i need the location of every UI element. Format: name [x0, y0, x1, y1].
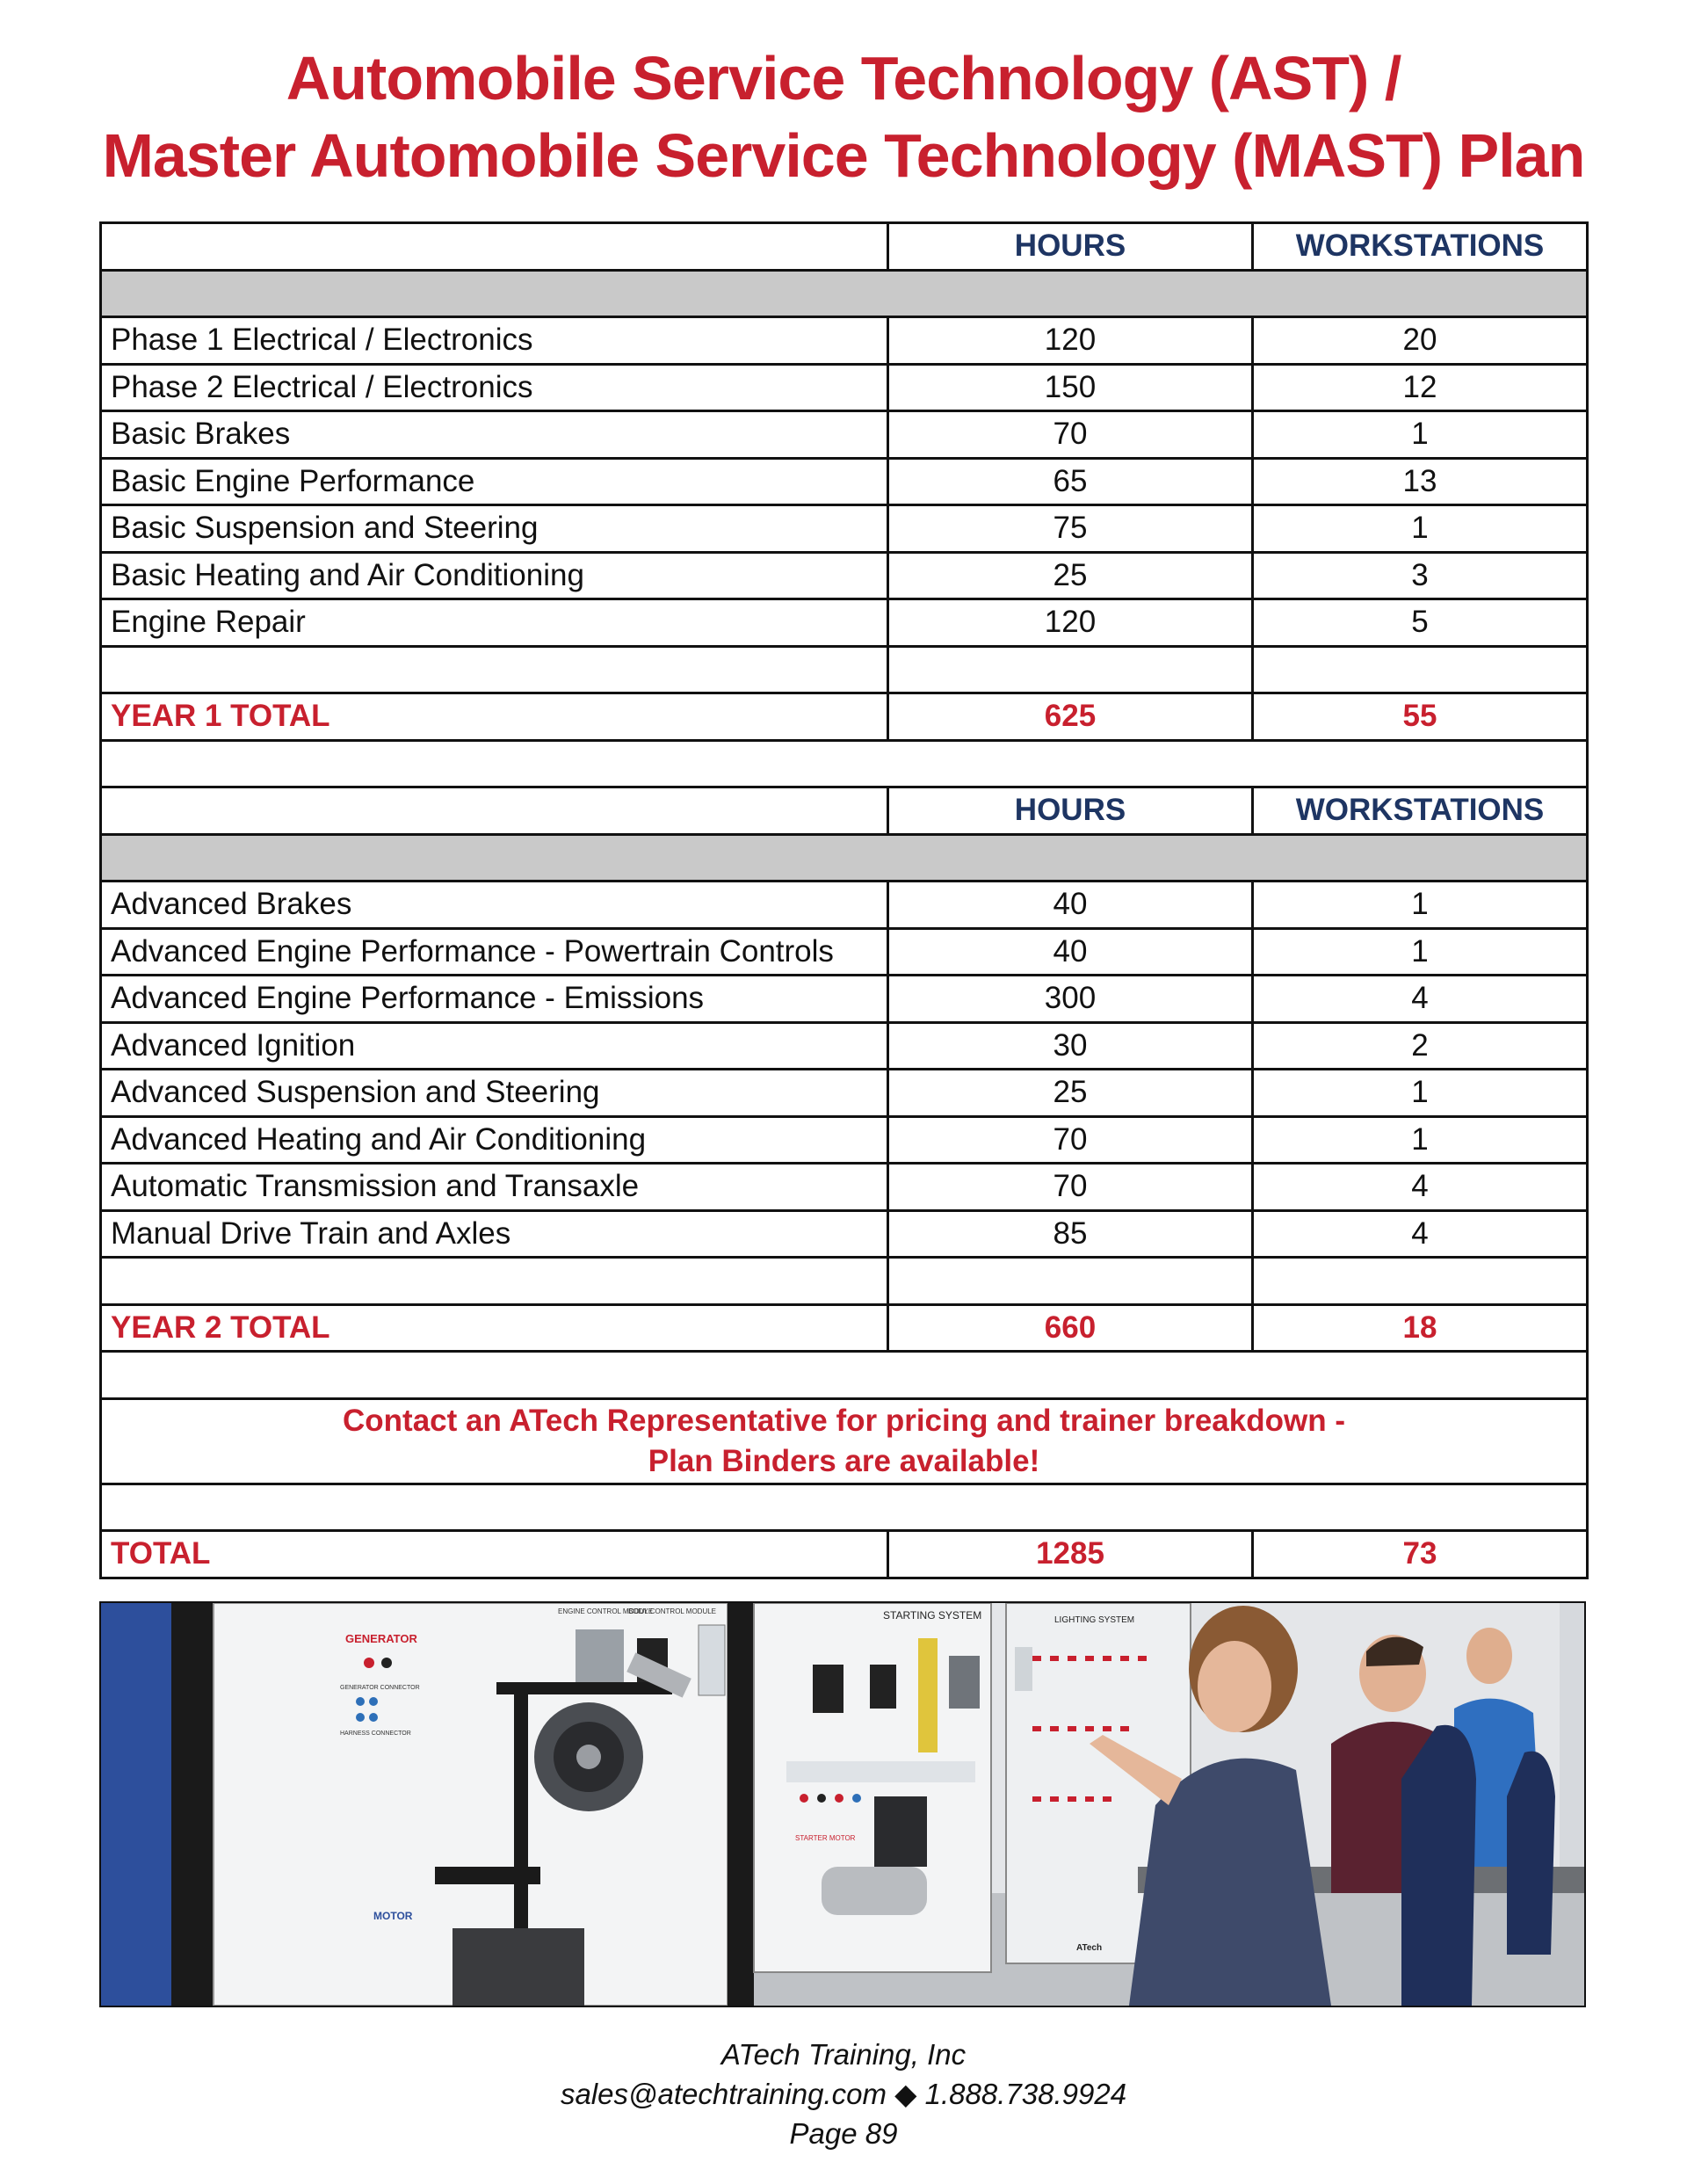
grand-total-label: TOTAL	[101, 1531, 888, 1578]
table-row	[101, 882, 1588, 929]
plan-table	[99, 221, 1589, 1579]
table-row	[101, 458, 1588, 505]
course-workstations: 1	[1253, 1070, 1588, 1117]
course-workstations: 1	[1253, 411, 1588, 459]
year1-total-workstations: 55	[1253, 693, 1588, 741]
year2-total-row	[101, 1304, 1588, 1352]
year2-total-hours: 660	[888, 1304, 1253, 1352]
course-name: Advanced Suspension and Steering	[101, 1070, 888, 1117]
table-row	[101, 976, 1588, 1023]
course-hours: 70	[888, 1164, 1253, 1211]
panel-label-ecm: ENGINE CONTROL MODULE	[558, 1607, 654, 1615]
title-line-1: Automobile Service Technology (AST) /	[286, 44, 1401, 112]
panel-label-motor: MOTOR	[373, 1910, 413, 1922]
course-name: Advanced Engine Performance - Emissions	[101, 976, 888, 1023]
course-name: Advanced Ignition	[101, 1022, 888, 1070]
blank-row	[101, 646, 1588, 693]
table-row	[101, 552, 1588, 599]
hours-header: HOURS	[888, 223, 1253, 271]
starter-motor	[453, 1928, 584, 2006]
course-workstations: 4	[1253, 1210, 1588, 1258]
course-name: Basic Suspension and Steering	[101, 505, 888, 553]
table-row	[101, 1210, 1588, 1258]
panel-label-bcm: BODY CONTROL MODULE	[628, 1607, 717, 1615]
course-name: Advanced Brakes	[101, 882, 888, 929]
contact-line-1: Contact an ATech Representative for pricing and trainer breakdown -	[343, 1403, 1345, 1438]
course-workstations: 1	[1253, 928, 1588, 976]
panel-label-generator-connector: GENERATOR CONNECTOR	[340, 1685, 420, 1691]
course-hours: 75	[888, 505, 1253, 553]
course-hours: 120	[888, 317, 1253, 365]
course-hours: 300	[888, 976, 1253, 1023]
panel-label-starting-system: STARTING SYSTEM	[883, 1609, 982, 1622]
table-row	[101, 1164, 1588, 1211]
course-hours: 25	[888, 552, 1253, 599]
footer-page-number: Page 89	[789, 2117, 898, 2150]
spacer-row	[101, 1484, 1588, 1531]
year2-total-workstations: 18	[1253, 1304, 1588, 1352]
trainer-frame	[101, 1603, 171, 2006]
course-workstations: 1	[1253, 882, 1588, 929]
training-lab-photo	[99, 1601, 1586, 2007]
header-blank-cell	[101, 223, 888, 271]
year2-section-bar	[101, 834, 1588, 882]
course-name: Basic Brakes	[101, 411, 888, 459]
course-name: Phase 2 Electrical / Electronics	[101, 364, 888, 411]
grand-total-hours: 1285	[888, 1531, 1253, 1578]
page-footer	[0, 2035, 1687, 2153]
table-row	[101, 364, 1588, 411]
course-hours: 25	[888, 1070, 1253, 1117]
course-workstations: 13	[1253, 458, 1588, 505]
course-workstations: 20	[1253, 317, 1588, 365]
blank-row	[101, 1258, 1588, 1305]
course-hours: 40	[888, 928, 1253, 976]
table-row	[101, 1022, 1588, 1070]
course-name: Basic Engine Performance	[101, 458, 888, 505]
panel-label-generator: GENERATOR	[345, 1632, 417, 1645]
course-name: Basic Heating and Air Conditioning	[101, 552, 888, 599]
year1-total-hours: 625	[888, 693, 1253, 741]
course-workstations: 4	[1253, 1164, 1588, 1211]
spacer-row	[101, 1352, 1588, 1399]
course-name: Advanced Engine Performance - Powertrain Controls	[101, 928, 888, 976]
title-line-2: Master Automobile Service Technology (MAST) Plan	[102, 121, 1585, 190]
panel-label-starter-motor: STARTER MOTOR	[795, 1834, 856, 1842]
course-workstations: 4	[1253, 976, 1588, 1023]
panel-label-lighting-system: LIGHTING SYSTEM	[1054, 1615, 1135, 1625]
course-hours: 70	[888, 411, 1253, 459]
photo-illustration	[101, 1603, 1584, 2006]
course-workstations: 1	[1253, 505, 1588, 553]
table-row	[101, 505, 1588, 553]
spacer-row	[101, 740, 1588, 787]
course-workstations: 12	[1253, 364, 1588, 411]
course-name: Phase 1 Electrical / Electronics	[101, 317, 888, 365]
course-hours: 30	[888, 1022, 1253, 1070]
table-row	[101, 599, 1588, 647]
chair	[1401, 1725, 1476, 2006]
footer-contact: sales@atechtraining.com ◆ 1.888.738.9924	[560, 2078, 1127, 2110]
table-row	[101, 928, 1588, 976]
grand-total-row	[101, 1531, 1588, 1578]
course-name: Advanced Heating and Air Conditioning	[101, 1116, 888, 1164]
year1-header-row	[101, 223, 1588, 271]
grand-total-workstations: 73	[1253, 1531, 1588, 1578]
course-workstations: 5	[1253, 599, 1588, 647]
year2-total-label: YEAR 2 TOTAL	[101, 1304, 888, 1352]
table-row	[101, 317, 1588, 365]
course-hours: 150	[888, 364, 1253, 411]
footer-company: ATech Training, Inc	[720, 2038, 967, 2071]
course-hours: 85	[888, 1210, 1253, 1258]
course-workstations: 3	[1253, 552, 1588, 599]
year1-section-bar	[101, 270, 1588, 317]
course-hours: 40	[888, 882, 1253, 929]
year1-total-label: YEAR 1 TOTAL	[101, 693, 888, 741]
course-hours: 120	[888, 599, 1253, 647]
course-name: Manual Drive Train and Axles	[101, 1210, 888, 1258]
panel-label-harness-connector: HARNESS CONNECTOR	[340, 1731, 411, 1737]
year2-header-row	[101, 787, 1588, 835]
course-hours: 70	[888, 1116, 1253, 1164]
workstations-header: WORKSTATIONS	[1253, 223, 1588, 271]
course-workstations: 2	[1253, 1022, 1588, 1070]
table-row	[101, 411, 1588, 459]
page-title	[0, 40, 1687, 194]
contact-note	[101, 1398, 1588, 1484]
header-blank-cell	[101, 787, 888, 835]
contact-row	[101, 1398, 1588, 1484]
course-workstations: 1	[1253, 1116, 1588, 1164]
contact-line-2: Plan Binders are available!	[648, 1443, 1040, 1478]
hours-header: HOURS	[888, 787, 1253, 835]
workstations-header: WORKSTATIONS	[1253, 787, 1588, 835]
table-row	[101, 1070, 1588, 1117]
table-row	[101, 1116, 1588, 1164]
course-name: Engine Repair	[101, 599, 888, 647]
course-hours: 65	[888, 458, 1253, 505]
year1-total-row	[101, 693, 1588, 741]
panel-brand-label: ATech	[1076, 1943, 1103, 1953]
course-name: Automatic Transmission and Transaxle	[101, 1164, 888, 1211]
